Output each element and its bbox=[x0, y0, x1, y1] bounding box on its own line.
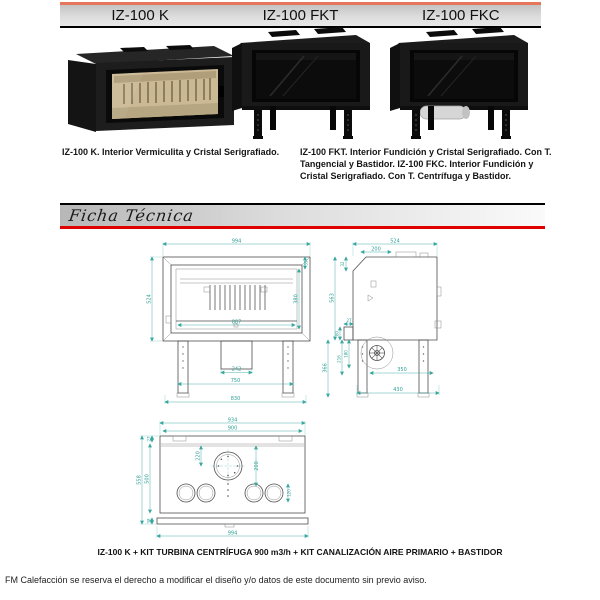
section-banner bbox=[60, 203, 545, 229]
firebox-fkc bbox=[390, 27, 528, 139]
model-name-iz100k: IZ-100 K bbox=[111, 7, 169, 24]
dim-plan-duct-diameter: 120 bbox=[286, 489, 292, 497]
footer-disclaimer: FM Calefacción se reserva el derecho a modificar el diseño y/o datos de este documento sin previo aviso. bbox=[5, 575, 427, 585]
dim-plan-flue-from-left: 220 bbox=[195, 451, 202, 461]
legs bbox=[253, 106, 353, 139]
top-vent-icon bbox=[268, 30, 300, 37]
side-view bbox=[323, 239, 442, 398]
model-header-bar bbox=[60, 2, 541, 28]
dim-front-duct-width: 242 bbox=[231, 366, 242, 373]
dim-front-glass-height: 380 bbox=[293, 294, 300, 304]
dim-front-total-width: 994 bbox=[231, 238, 242, 245]
flue-outlet bbox=[211, 449, 245, 483]
air-ducts bbox=[177, 484, 283, 502]
plan-view bbox=[137, 418, 309, 539]
dim-side-depth: 524 bbox=[390, 238, 400, 245]
dim-plan-flue-from-back: 200 bbox=[254, 461, 260, 471]
top-vent-icon bbox=[472, 27, 504, 34]
technical-drawing bbox=[130, 235, 470, 545]
dim-plan-inner-width: 900 bbox=[227, 425, 238, 432]
description-fkt: IZ-100 FKT. Interior Fundición y Cristal Serigrafiado. Con T. Tangencial y Bastidor. bbox=[300, 147, 552, 169]
model-name-iz100fkc: IZ-100 FKC bbox=[422, 7, 500, 24]
model-name-iz100fkt: IZ-100 FKT bbox=[262, 7, 339, 24]
description-iz100k: IZ-100 K. Interior Vermiculita y Cristal Serigrafiado. bbox=[62, 147, 280, 157]
section-title: Ficha Técnica bbox=[67, 206, 196, 225]
dim-side-leg-height: 366 bbox=[322, 363, 329, 373]
dim-plan-top-offset: 27 bbox=[146, 436, 152, 442]
dim-plan-body-width: 934 bbox=[227, 417, 238, 424]
centrifugal-fan bbox=[361, 337, 393, 369]
door-handle bbox=[219, 86, 224, 97]
dim-plan-inner-depth: 500 bbox=[144, 474, 151, 484]
dim-side-flue-offset: 200 bbox=[371, 246, 381, 253]
dim-plan-total-width: 994 bbox=[227, 530, 238, 537]
dim-front-frame-offset: 39 bbox=[303, 260, 309, 266]
centrifugal-fan-roll bbox=[420, 106, 470, 119]
kit-caption: IZ-100 K + KIT TURBINA CENTRÍFUGA 900 m3/h + KIT CANALIZACIÓN AIRE PRIMARIO + BASTIDOR bbox=[97, 547, 503, 557]
firebox-fkt bbox=[232, 27, 370, 139]
top-vent-icon bbox=[314, 27, 346, 34]
dim-side-top-offset: 32 bbox=[340, 261, 345, 267]
dim-plan-bottom-offset: 38 bbox=[146, 518, 152, 524]
dim-side-clearance: 216 bbox=[336, 355, 342, 363]
description-fkt-fkc bbox=[300, 146, 558, 182]
top-vent-icon bbox=[426, 30, 458, 37]
dim-front-height: 524 bbox=[146, 294, 153, 304]
product-image-iz100fkc bbox=[388, 26, 540, 145]
description-fkc: IZ-100 FKC. Interior Fundición y Cristal Serigrafiado. Con T. Centrífuga y Bastidor. bbox=[300, 159, 534, 181]
dim-side-base-depth: 350 bbox=[397, 367, 407, 373]
dim-side-fan-height: 180 bbox=[343, 350, 349, 358]
dim-plan-total-depth: 558 bbox=[136, 475, 143, 485]
dim-front-glass-width: 887 bbox=[231, 319, 242, 326]
dim-side-back-offset: 27 bbox=[346, 318, 352, 323]
product-image-iz100k bbox=[62, 36, 248, 141]
front-view bbox=[147, 239, 311, 405]
dim-front-legs-inner: 750 bbox=[230, 378, 241, 384]
firebox-k bbox=[68, 45, 234, 132]
dim-side-total-depth: 430 bbox=[393, 387, 403, 393]
dim-front-legs-outer: 830 bbox=[230, 396, 241, 402]
product-image-iz100fkt bbox=[228, 26, 382, 145]
dim-side-outlet-height: 80 bbox=[334, 330, 340, 337]
dim-side-body-height: 563 bbox=[329, 293, 336, 303]
